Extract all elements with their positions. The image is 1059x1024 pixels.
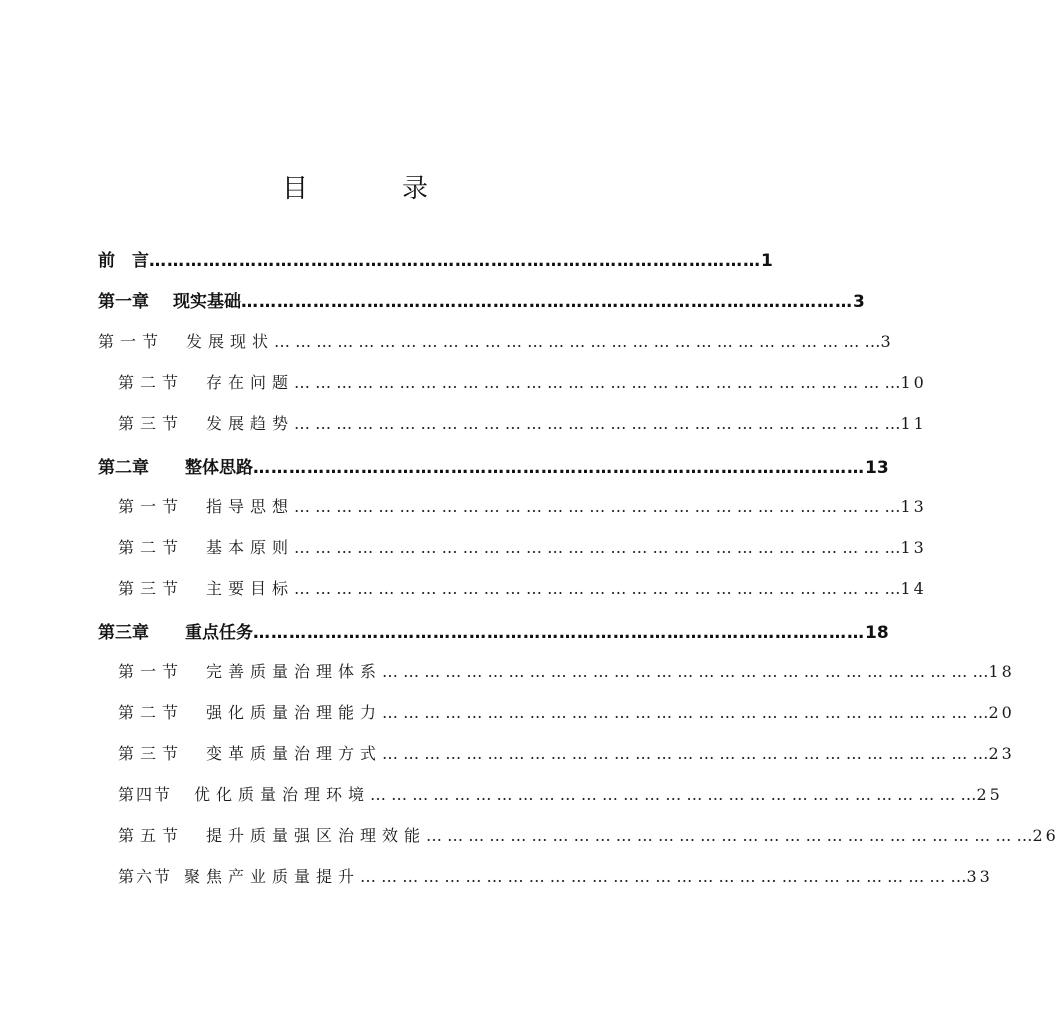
dot-leader: …………………………………………………………………………………………: [253, 623, 865, 643]
entry-label: [118, 782, 370, 805]
entry-title: 完善质量治理体系: [206, 662, 383, 681]
toc-title: 目 录: [281, 174, 462, 204]
dot-leader: … … … … … … … … … … … … … … … … … … … … … … … … … … … … …: [382, 744, 989, 763]
toc-entry-section[interactable]: [118, 494, 927, 526]
dot-leader: … … … … … … … … … … … … … … … … … … … … … … … … … … … … …: [360, 867, 967, 886]
entry-title: 变革质量治理方式: [206, 744, 383, 763]
entry-page-number: 1: [761, 251, 773, 271]
toc-entry-section[interactable]: [118, 741, 1015, 773]
entry-label: [98, 618, 253, 643]
toc-entry-section[interactable]: [118, 864, 993, 896]
entry-label: [118, 864, 360, 887]
entry-page-number: 13: [900, 497, 927, 516]
dot-leader: … … … … … … … … … … … … … … … … … … … … … … … … … … … … …: [370, 785, 977, 804]
entry-label: [98, 287, 241, 312]
entry-page-number: 10: [900, 373, 927, 392]
entry-title: 主要目标: [206, 579, 295, 598]
entry-label: [118, 411, 294, 434]
entry-page-number: 20: [988, 703, 1015, 722]
dot-leader: …………………………………………………………………………………………: [253, 458, 865, 478]
dot-leader: …………………………………………………………………………………………: [241, 292, 853, 312]
dot-leader: … … … … … … … … … … … … … … … … … … … … … … … … … … … … …: [382, 662, 989, 681]
entry-title: 基本原则: [206, 538, 295, 557]
dot-leader: … … … … … … … … … … … … … … … … … … … … … … … … … … … … …: [274, 332, 881, 351]
toc-entry-section[interactable]: [118, 659, 1015, 691]
entry-page-number: 13: [900, 538, 927, 557]
entry-title: 发展现状: [186, 332, 275, 351]
entry-title: 聚焦产业质量提升: [184, 867, 361, 886]
toc-entry-preface[interactable]: [98, 246, 773, 278]
dot-leader: … … … … … … … … … … … … … … … … … … … … … … … … … … … … …: [294, 497, 901, 516]
toc-entry-section[interactable]: [118, 823, 1059, 855]
toc-entry-section[interactable]: [118, 370, 927, 402]
entry-title: 存在问题: [206, 373, 295, 392]
entry-title: 优化质量治理环境: [194, 785, 371, 804]
toc-entry-section[interactable]: [118, 535, 927, 567]
toc-entry-section[interactable]: [118, 782, 1003, 814]
entry-page-number: 33: [966, 867, 993, 886]
entry-number: 第三章: [98, 623, 149, 643]
entry-number: 第四节: [118, 785, 173, 804]
entry-page-number: 3: [880, 332, 894, 351]
entry-number: 第一节: [118, 662, 185, 681]
entry-page-number: 14: [900, 579, 927, 598]
entry-number: 第二章: [98, 458, 149, 478]
entry-page-number: 11: [900, 414, 927, 433]
entry-number: 第一章: [98, 292, 149, 312]
entry-title: 指导思想: [206, 497, 295, 516]
entry-label: [118, 494, 294, 517]
entry-number: 第三节: [118, 744, 185, 763]
toc-entry-section[interactable]: [118, 576, 927, 608]
dot-leader: … … … … … … … … … … … … … … … … … … … … … … … … … … … … …: [294, 373, 901, 392]
entry-title: 发展趋势: [206, 414, 295, 433]
entry-label: [118, 700, 382, 723]
entry-label: [98, 329, 274, 352]
entry-title: 重点任务: [185, 623, 253, 643]
entry-page-number: 13: [865, 458, 889, 478]
toc-entry-section[interactable]: [98, 329, 894, 361]
entry-label: [98, 246, 149, 271]
toc-entry-chapter[interactable]: [98, 453, 889, 485]
dot-leader: …………………………………………………………………………………………: [149, 251, 761, 271]
dot-leader: … … … … … … … … … … … … … … … … … … … … … … … … … … … … …: [294, 414, 901, 433]
entry-number: 第三节: [118, 579, 185, 598]
dot-leader: … … … … … … … … … … … … … … … … … … … … … … … … … … … … …: [294, 538, 901, 557]
entry-number: 第三节: [118, 414, 185, 433]
entry-label: [98, 453, 253, 478]
entry-page-number: 23: [988, 744, 1015, 763]
entry-label: [118, 535, 294, 558]
entry-label: [118, 370, 294, 393]
entry-title: 整体思路: [185, 458, 253, 478]
entry-label: [118, 659, 382, 682]
dot-leader: … … … … … … … … … … … … … … … … … … … … … … … … … … … … …: [426, 826, 1033, 845]
entry-number: 第二节: [118, 373, 185, 392]
entry-number: 第六节: [118, 867, 173, 886]
entry-title: 强化质量治理能力: [206, 703, 383, 722]
entry-number: 第二节: [118, 538, 185, 557]
toc-entry-chapter[interactable]: [98, 618, 889, 650]
entry-number: 第二节: [118, 703, 185, 722]
entry-page-number: 18: [988, 662, 1015, 681]
toc-entry-section[interactable]: [118, 411, 927, 443]
toc-entry-section[interactable]: [118, 700, 1015, 732]
entry-label: [118, 576, 294, 599]
entry-label: [118, 741, 382, 764]
entry-label: [118, 823, 426, 846]
entry-page-number: 25: [976, 785, 1003, 804]
dot-leader: … … … … … … … … … … … … … … … … … … … … … … … … … … … … …: [294, 579, 901, 598]
entry-number: 第一节: [118, 497, 185, 516]
entry-page-number: 26: [1032, 826, 1059, 845]
entry-page-number: 3: [853, 292, 865, 312]
toc-entry-chapter[interactable]: [98, 287, 865, 319]
dot-leader: … … … … … … … … … … … … … … … … … … … … … … … … … … … … …: [382, 703, 989, 722]
entry-title: 现实基础: [173, 292, 241, 312]
entry-page-number: 18: [865, 623, 889, 643]
entry-number: 前 言: [98, 251, 149, 271]
entry-number: 第一节: [98, 332, 165, 351]
entry-number: 第五节: [118, 826, 185, 845]
entry-title: 提升质量强区治理效能: [206, 826, 427, 845]
